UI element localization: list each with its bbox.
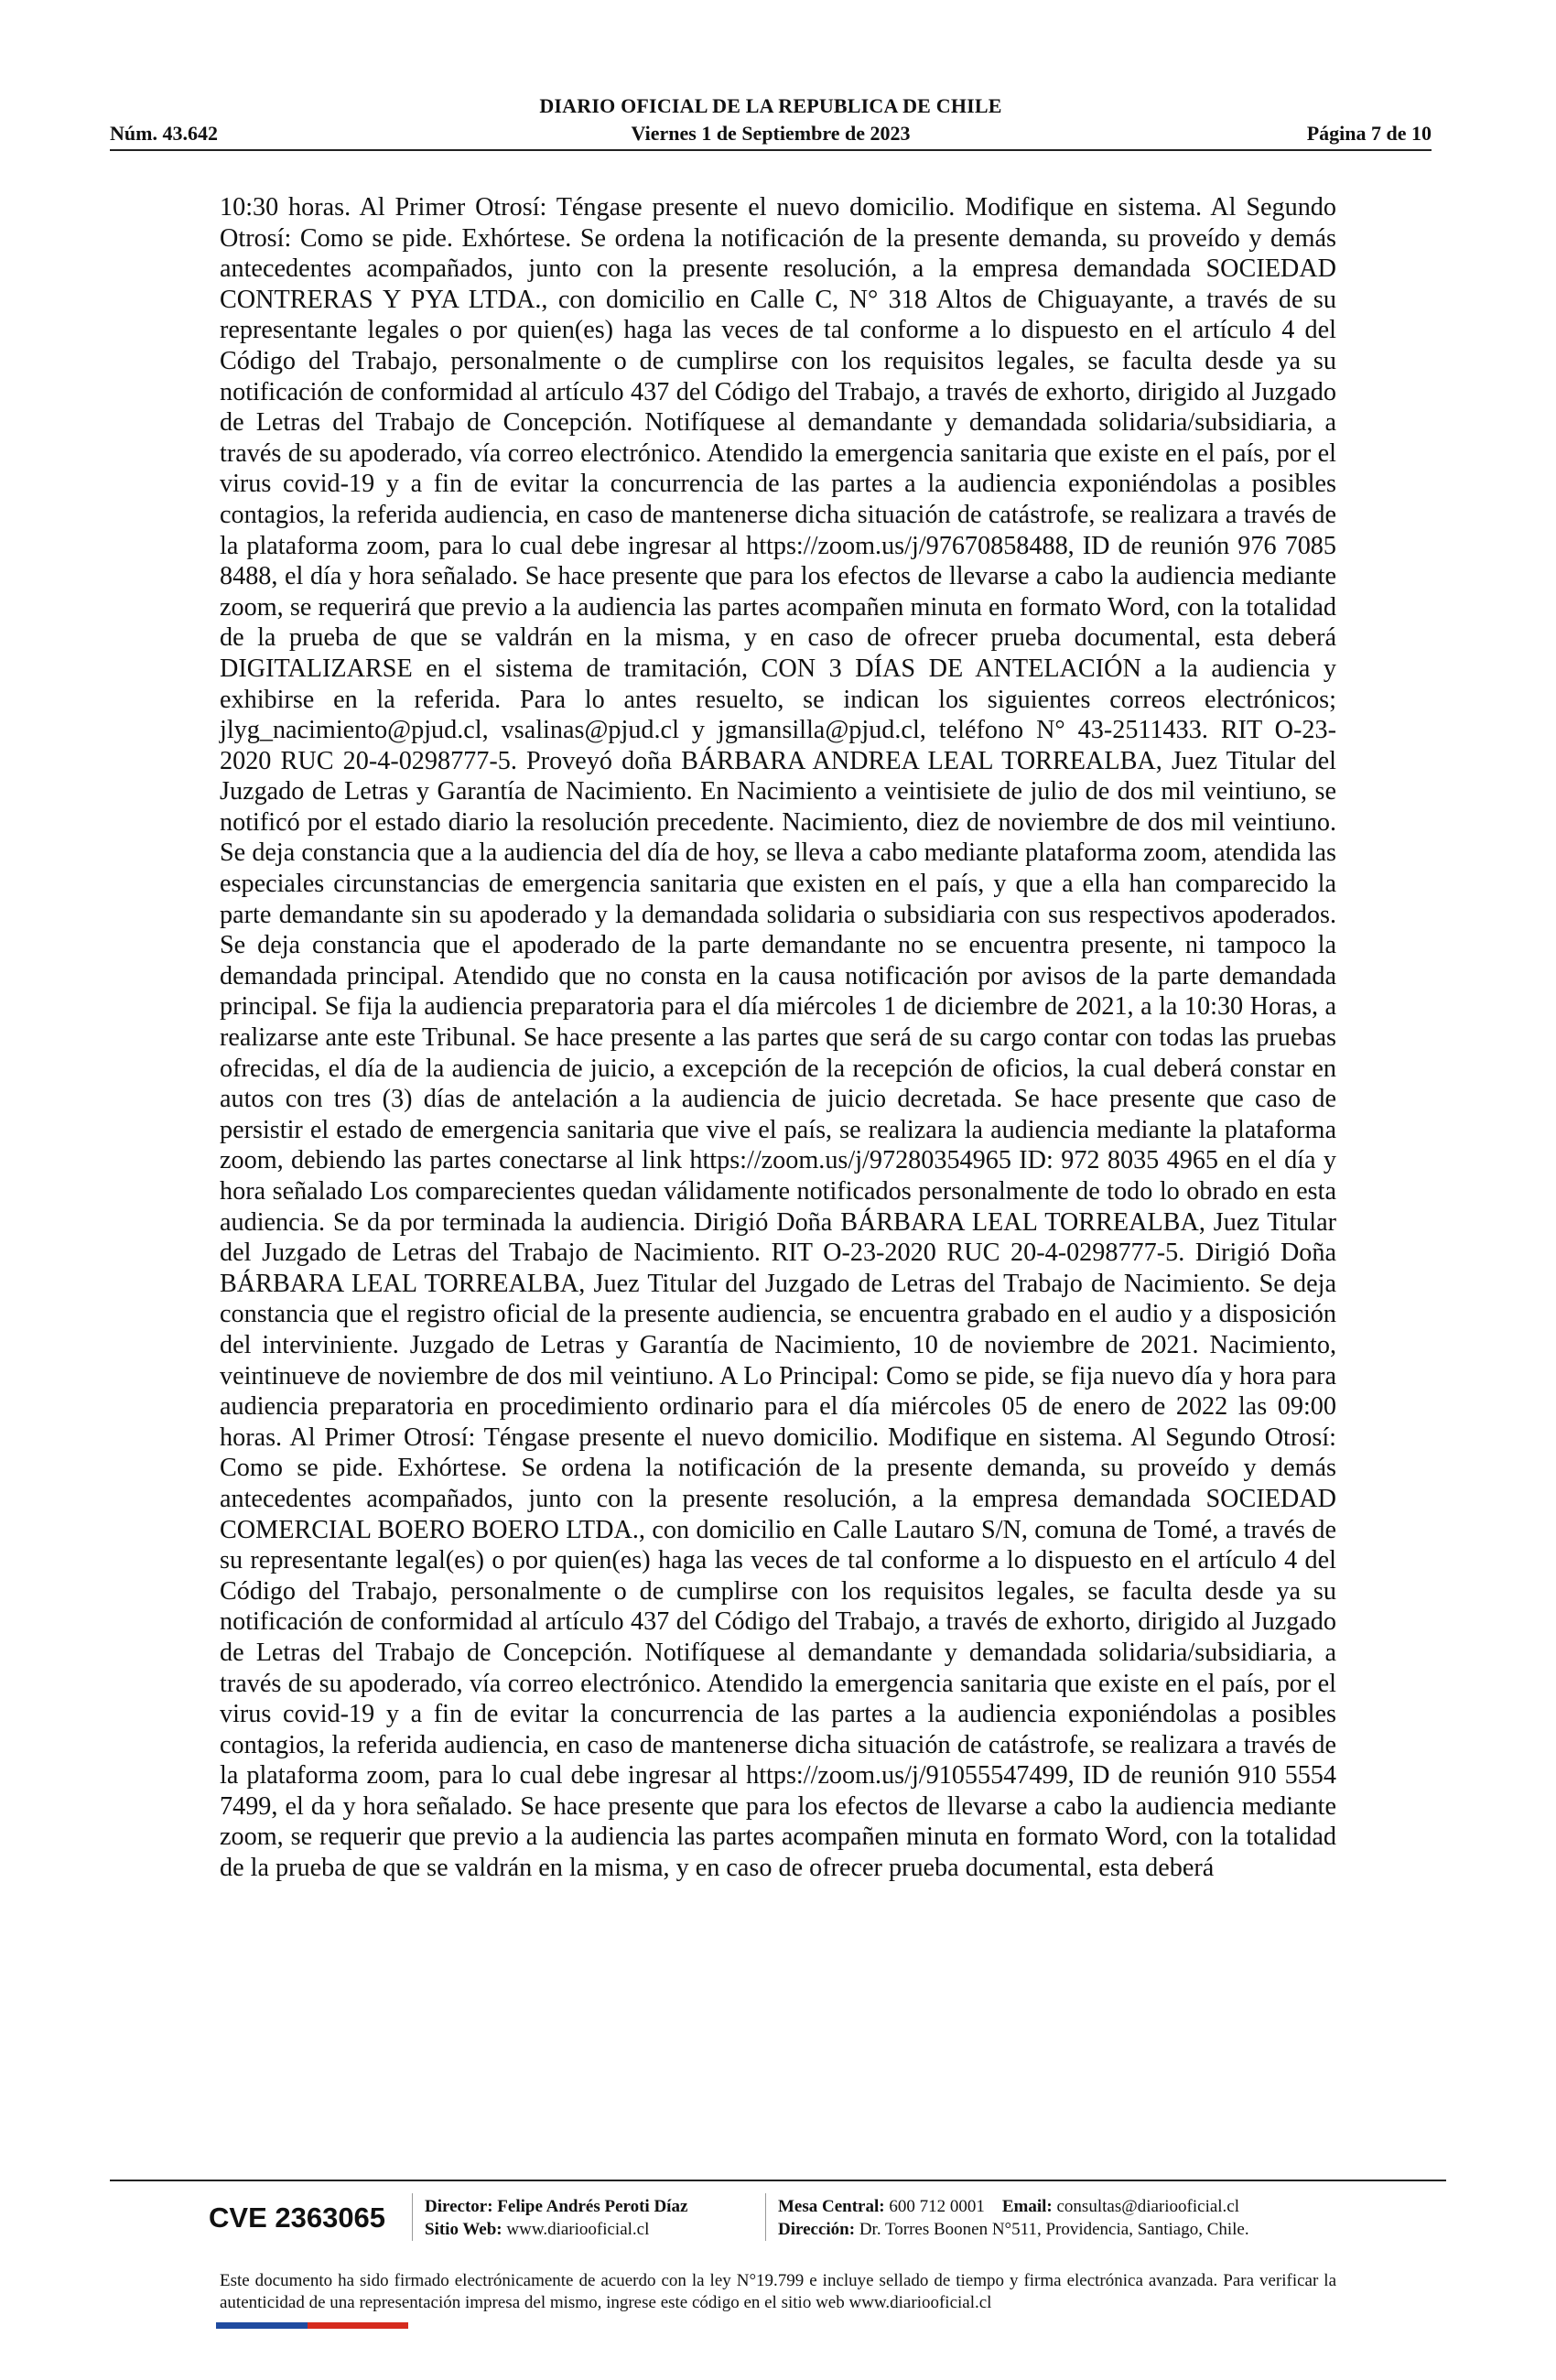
phone-value: 600 712 0001 — [889, 2197, 985, 2216]
issue-number: Núm. 43.642 — [110, 122, 218, 145]
director-name: Felipe Andrés Peroti Díaz — [497, 2197, 688, 2216]
chile-flag-stripe — [216, 2322, 408, 2329]
footer-contact-block — [778, 2195, 1249, 2241]
footer-separator — [765, 2193, 766, 2241]
page-header — [110, 94, 1432, 149]
footer-director-block — [425, 2195, 687, 2241]
email-label: Email: — [1001, 2197, 1053, 2216]
footer-divider — [110, 2180, 1446, 2181]
signature-note: Este documento ha sido firmado electrónicamente de acuerdo con la ley N°19.799 e incluye sellado de tiempo y firma electrónica avanzada. Para verificar la autenticidad de una representación impresa del mismo, ingrese este código en el sitio web www.diariooficial.cl — [220, 2271, 1336, 2312]
phone-label: Mesa Central: — [778, 2197, 885, 2216]
document-body — [220, 192, 1336, 1884]
header-divider — [110, 149, 1432, 151]
address-value: Dr. Torres Boonen N°511, Providencia, Santiago, Chile. — [859, 2220, 1249, 2239]
page-number: Página 7 de 10 — [1306, 122, 1432, 145]
flag-red-segment — [308, 2322, 408, 2329]
website-link[interactable]: www.diariooficial.cl — [506, 2220, 650, 2239]
email-link[interactable]: consultas@diariooficial.cl — [1056, 2197, 1240, 2216]
flag-blue-segment — [216, 2322, 308, 2329]
website-label: Sitio Web: — [425, 2220, 502, 2239]
director-label: Director: — [425, 2197, 493, 2216]
address-label: Dirección: — [778, 2220, 856, 2239]
publication-title: DIARIO OFICIAL DE LA REPUBLICA DE CHILE — [539, 94, 1002, 117]
body-paragraph: 10:30 horas. Al Primer Otrosí: Téngase presente el nuevo domicilio. Modifique en sistema. Al Segundo Otrosí: Como se pide. Exhórtese. Se ordena la notificación de la presente demanda, su proveído y demás antecedentes acompañados, junto con la presente resolución, a la empresa demandada SOCIEDAD CONTRERAS Y PYA LTDA., con domicilio en Calle C, N° 318 Altos de Chiguayante, a través de su representante legales o por quien(es) haga las veces de tal conforme a lo dispuesto en el artículo 4 del Código del Trabajo, personalmente o de cumplirse con los requisitos legales, se faculta desde ya su notificación de conformidad al artículo 437 del Código del Trabajo, a través de exhorto, dirigido al Juzgado de Letras del Trabajo de Concepción. Notifíquese al demandante y demandada solidaria/subsidiaria, a través de su apoderado, vía correo electrónico. Atendido la emergencia sanitaria que existe en el país, por el virus covid-19 y a fin de evitar la concurrencia de las partes a la audiencia exponiéndolas a posibles contagios, la referida audiencia, en caso de mantenerse dicha situación de catástrofe, se realizara a través de la plataforma zoom, para lo cual debe ingresar al https://zoom.us/j/97670858488, ID de reunión 976 7085 8488, el día y hora señalado. Se hace presente que para los efectos de llevarse a cabo la audiencia mediante zoom, se requerirá que previo a la audiencia las partes acompañen minuta en formato Word, con la totalidad de la prueba de que se valdrán en la misma, y en caso de ofrecer prueba documental, esta deberá DIGITALIZARSE en el sistema de tramitación, CON 3 DÍAS DE ANTELACIÓN a la audiencia y exhibirse en la referida. Para lo antes resuelto, se indican los siguientes correos electrónicos; jlyg_nacimiento@pjud.cl, vsalinas@pjud.cl y jgmansilla@pjud.cl, teléfono N° 43-2511433. RIT O-23-2020 RUC 20-4-0298777-5. Proveyó doña BÁRBARA ANDREA LEAL TORREALBA, Juez Titular del Juzgado de Letras y Garantía de Nacimiento. En Nacimiento a veintisiete de julio de dos mil veintiuno, se notificó por el estado diario la resolución precedente. Nacimiento, diez de noviembre de dos mil veintiuno. Se deja constancia que a la audiencia del día de hoy, se lleva a cabo mediante plataforma zoom, atendida las especiales circunstancias de emergencia sanitaria que existen en el país, y que a ella han comparecido la parte demandante sin su apoderado y la demandada solidaria o subsidiaria con sus respectivos apoderados. Se deja constancia que el apoderado de la parte demandante no se encuentra presente, ni tampoco la demandada principal. Atendido que no consta en la causa notificación por avisos de la parte demandada principal. Se fija la audiencia preparatoria para el día miércoles 1 de diciembre de 2021, a la 10:30 Horas, a realizarse ante este Tribunal. Se hace presente a las partes que será de su cargo contar con todas las pruebas ofrecidas, el día de la audiencia de juicio, a excepción de la recepción de oficios, la cual deberá constar en autos con tres (3) días de antelación a la audiencia de juicio decretada. Se hace presente que caso de persistir el estado de emergencia sanitaria que vive el país, se realizara la audiencia mediante la plataforma zoom, debiendo las partes conectarse al link https://zoom.us/j/97280354965 ID: 972 8035 4965 en el día y hora señalado Los comparecientes quedan válidamente notificados personalmente de todo lo obrado en esta audiencia. Se da por terminada la audiencia. Dirigió Doña BÁRBARA LEAL TORREALBA, Juez Titular del Juzgado de Letras del Trabajo de Nacimiento. RIT O-23-2020 RUC 20-4-0298777-5. Dirigió Doña BÁRBARA LEAL TORREALBA, Juez Titular del Juzgado de Letras del Trabajo de Nacimiento. Se deja constancia que el registro oficial de la presente audiencia, se encuentra grabado en el audio y a disposición del interviniente. Juzgado de Letras y Garantía de Nacimiento, 10 de noviembre de 2021. Nacimiento, veintinueve de noviembre de dos mil veintiuno. A Lo Principal: Como se pide, se fija nuevo día y hora para audiencia preparatoria en procedimiento ordinario para el día miércoles 05 de enero de 2022 las 09:00 horas. Al Primer Otrosí: Téngase presente el nuevo domicilio. Modifique en sistema. Al Segundo Otrosí: Como se pide. Exhórtese. Se ordena la notificación de la presente demanda, su proveído y demás antecedentes acompañados, junto con la presente resolución, a la empresa demandada SOCIEDAD COMERCIAL BOERO BOERO LTDA., con domicilio en Calle Lautaro S/N, comuna de Tomé, a través de su representante legal(es) o por quien(es) haga las veces de tal conforme a lo dispuesto en el artículo 4 del Código del Trabajo, personalmente o de cumplirse con los requisitos legales, se faculta desde ya su notificación de conformidad al artículo 437 del Código del Trabajo, a través de exhorto, dirigido al Juzgado de Letras del Trabajo de Concepción. Notifíquese al demandante y demandada solidaria/subsidiaria, a través de su apoderado, vía correo electrónico. Atendido la emergencia sanitaria que existe en el país, por el virus covid-19 y a fin de evitar la concurrencia de las partes a la audiencia exponiéndolas a posibles contagios, la referida audiencia, en caso de mantenerse dicha situación de catástrofe, se realizara a través de la plataforma zoom, para lo cual debe ingresar al https://zoom.us/j/91055547499, ID de reunión 910 5554 7499, el da y hora señalado. Se hace presente que para los efectos de llevarse a cabo la audiencia mediante zoom, se requerir que previo a la audiencia las partes acompañen minuta en formato Word, con la totalidad de la prueba de que se valdrán en la misma, y en caso de ofrecer prueba documental, esta deberá — [220, 193, 1336, 1883]
cve-code: CVE 2363065 — [209, 2202, 386, 2234]
issue-date: Viernes 1 de Septiembre de 2023 — [631, 122, 911, 145]
footer-separator — [412, 2193, 413, 2241]
